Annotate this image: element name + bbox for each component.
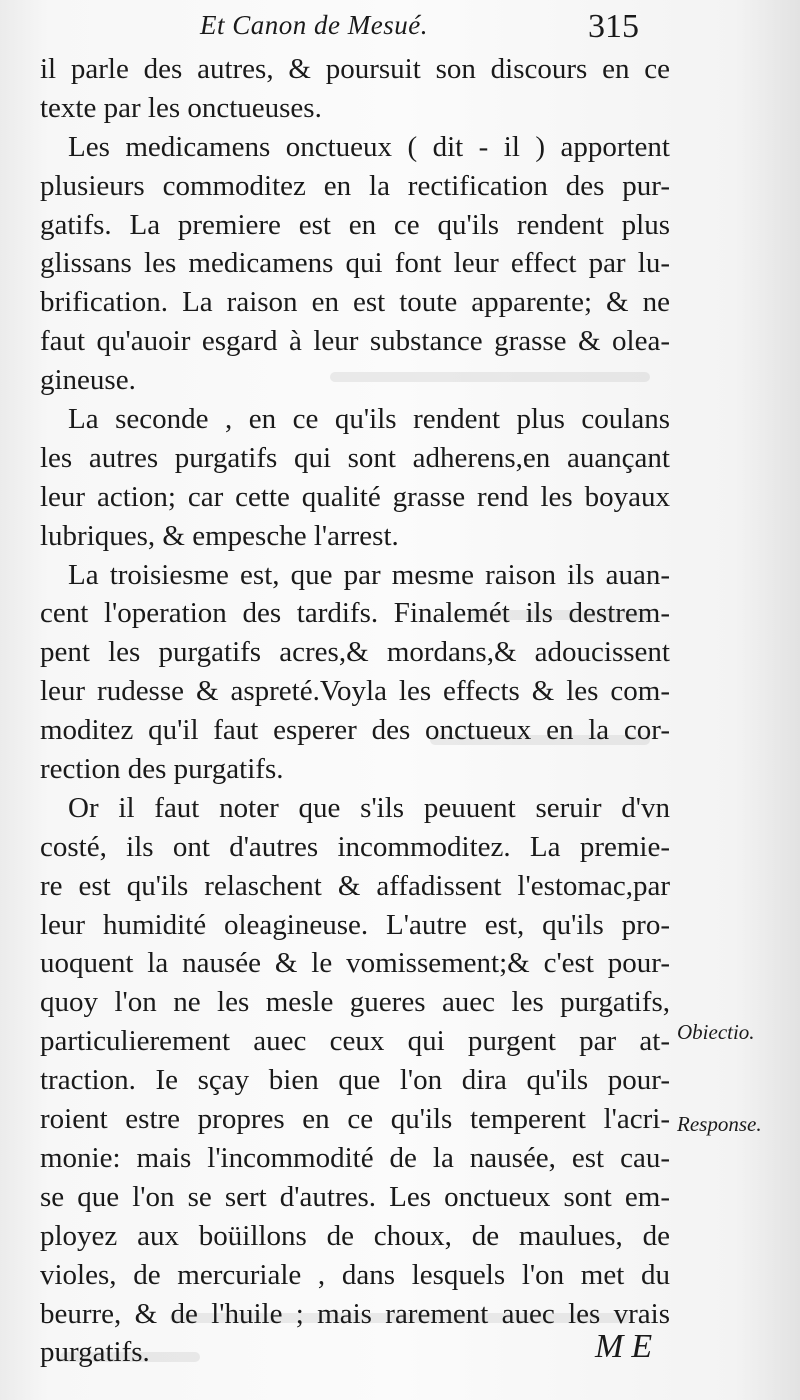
text-line: violes, de mercuriale , dans lesquels l'on met du <box>40 1258 670 1291</box>
text-line: ployez aux boüillons de choux, de maulues, de <box>40 1219 670 1252</box>
text-line: gatifs. La premiere est en ce qu'ils rendent plus <box>40 208 670 241</box>
text-line: les autres purgatifs qui sont adherens,en auançant <box>40 441 670 474</box>
text-line: il parle des autres, & poursuit son discours en ce <box>40 53 670 85</box>
text-line: moditez qu'il faut esperer des onctueux en la cor- <box>40 714 670 747</box>
body-text <box>40 50 670 1372</box>
text-line: costé, ils ont d'autres incommoditez. La premie- <box>40 830 670 863</box>
margin-note-objection: Obiectio. <box>677 1020 755 1044</box>
text-line: lubriques, & empesche l'arrest. <box>40 519 399 552</box>
text-line: texte par les onctueuses. <box>40 91 322 124</box>
text-line: roient estre propres en ce qu'ils temperent l'acri- <box>40 1103 670 1136</box>
margin-note-response: Response. <box>677 1112 762 1136</box>
text-line: particulierement auec ceux qui purgent par at- <box>40 1025 670 1058</box>
text-line: brification. La raison en est toute apparente; & ne <box>40 286 670 319</box>
text-line: leur action; car cette qualité grasse rend les boyaux <box>40 480 670 513</box>
page-number: 315 <box>588 8 639 45</box>
text-line: Les medicamens onctueux ( dit - il ) apportent <box>68 130 670 163</box>
text-line: La seconde , en ce qu'ils rendent plus coulans <box>68 403 670 436</box>
text-line: leur humidité oleagineuse. L'autre est, qu'ils pro- <box>40 908 670 941</box>
text-line: La troisiesme est, que par mesme raison ils auan- <box>68 558 670 591</box>
page-header <box>0 6 800 52</box>
text-line: leur rudesse & aspreté.Voyla les effects & les com- <box>40 675 670 708</box>
text-line: Or il faut noter que s'ils peuuent seruir d'vn <box>68 791 670 824</box>
text-line: gineuse. <box>40 364 136 397</box>
text-line: se que l'on se sert d'autres. Les onctueux sont em- <box>40 1180 670 1213</box>
running-title: Et Canon de Mesué. <box>200 10 428 40</box>
text-line: faut qu'auoir esgard à leur substance grasse & olea- <box>40 325 670 358</box>
text-line: quoy l'on ne les mesle gueres auec les purgatifs, <box>40 986 670 1019</box>
catchword: ME <box>595 1328 661 1365</box>
text-line: uoquent la nausée & le vomissement;& c'est pour- <box>40 947 670 980</box>
text-line: re est qu'ils relaschent & affadissent l'estomac,par <box>40 869 670 902</box>
text-line: purgatifs. <box>40 1336 150 1369</box>
text-line: glissans les medicamens qui font leur effect par lu- <box>40 247 670 280</box>
text-line: beurre, & de l'huile ; mais rarement auec les vrais <box>40 1297 670 1330</box>
text-line: plusieurs commoditez en la rectification des pur- <box>40 169 670 202</box>
text-line: pent les purgatifs acres,& mordans,& adoucissent <box>40 636 670 669</box>
text-line: rection des purgatifs. <box>40 753 284 786</box>
text-line: monie: mais l'incommodité de la nausée, est cau- <box>40 1141 670 1174</box>
text-line: traction. Ie sçay bien que l'on dira qu'ils pour- <box>40 1064 670 1097</box>
text-line: cent l'operation des tardifs. Finalemét ils destrem- <box>40 597 670 630</box>
